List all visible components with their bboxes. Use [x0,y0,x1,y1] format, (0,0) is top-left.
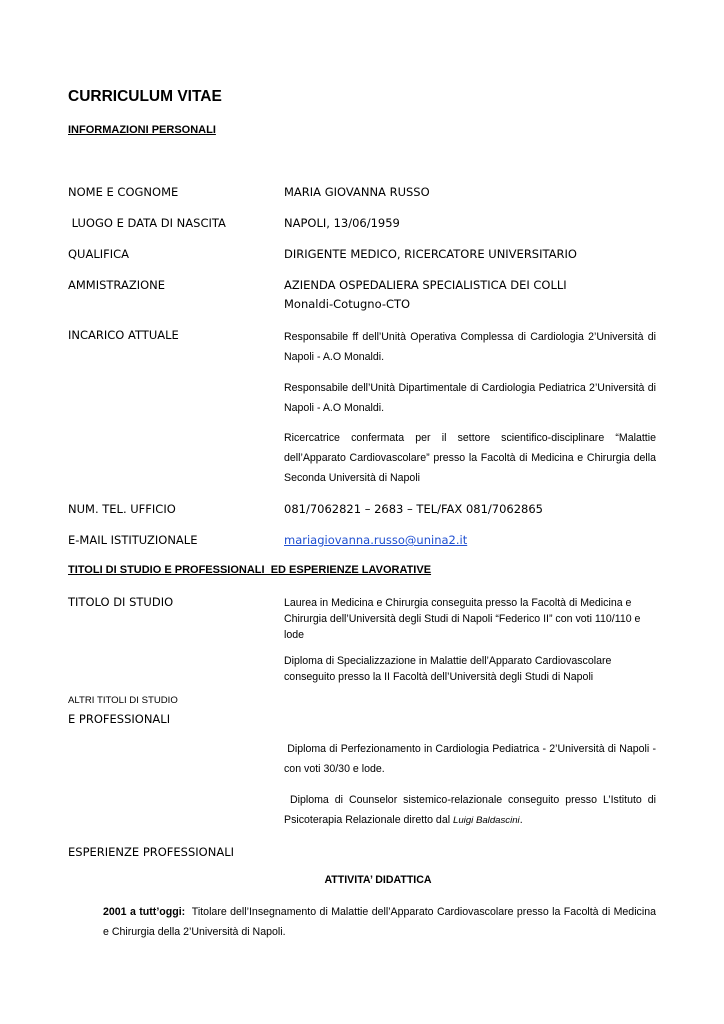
label-altri-titoli: ALTRI TITOLI DI STUDIO [68,695,178,706]
counselor-text: Diploma di Counselor sistemico-relazionale conseguito presso L’Istituto di Psicoterapia Relazionale diretto dal [284,794,659,826]
didattica-year: 2001 a tutt’oggi: [103,906,186,918]
counselor-name: Luigi Baldascini [453,815,520,826]
didattica-heading: ATTIVITA’ DIDATTICA [324,874,432,886]
value-qualifica: DIRIGENTE MEDICO, RICERCATORE UNIVERSITARIO [284,247,577,261]
didattica-paragraph [103,902,659,942]
value-tel: 081/7062821 – 2683 – TEL/FAX 081/7062865 [284,502,544,516]
perfezionamento-paragraph: Diploma di Perfezionamento in Cardiologia Pediatrica - 2’Università di Napoli - con voti 30/30 e lode. [284,743,659,775]
value-name: MARIA GIOVANNA RUSSO [284,185,430,199]
incarico-paragraph-3: Ricercatrice confermata per il settore scientifico-disciplinare “Malattie dell’Apparato Cardiovascolare” presso la Facoltà di Medicina e Chirurgia della Seconda Università di Napoli [284,432,656,484]
label-qualifica: QUALIFICA [68,247,130,261]
label-amministrazione: AMMISTRAZIONE [68,278,166,292]
counselor-paragraph [284,790,659,831]
specializzazione-paragraph: Diploma di Specializzazione in Malattie dell’Apparato Cardiovascolare conseguito presso la II Facoltà dell’Università degli Studi di Napoli [284,655,612,683]
value-birth: NAPOLI, 13/06/1959 [284,216,400,230]
email-link[interactable]: mariagiovanna.russo@unina2.it [284,533,468,547]
label-titolo-studio: TITOLO DI STUDIO [68,595,174,609]
label-esperienze: ESPERIENZE PROFESSIONALI [68,845,234,859]
incarico-paragraph-1: Responsabile ff dell’Unità Operativa Complessa di Cardiologia 2’Università di Napoli - A.O Monaldi. [284,331,656,363]
label-professionali: E PROFESSIONALI [68,712,171,726]
document-title: CURRICULUM VITAE [68,88,222,105]
label-birth: LUOGO E DATA DI NASCITA [68,216,226,230]
didattica-text: Titolare dell’Insegnamento di Malattie dell’Apparato Cardiovascolare presso la Facoltà di Medicina e Chirurgia della 2’Università di Napoli. [103,906,659,938]
section-personal-info: INFORMAZIONI PERSONALI [68,124,216,136]
label-email: E-MAIL ISTITUZIONALE [68,533,198,547]
label-name: NOME E COGNOME [68,185,179,199]
section-titles: TITOLI DI STUDIO E PROFESSIONALI ED ESPERIENZE LAVORATIVE [68,564,432,576]
value-amministrazione-1: AZIENDA OSPEDALIERA SPECIALISTICA DEI COLLI [284,278,567,292]
label-tel: NUM. TEL. UFFICIO [68,502,176,516]
value-amministrazione-2: Monaldi-Cotugno-CTO [284,297,411,311]
incarico-paragraph-2: Responsabile dell’Unità Dipartimentale di Cardiologia Pediatrica 2’Università di Napoli - A.O Monaldi. [284,382,656,414]
counselor-end: . [519,814,523,826]
laurea-paragraph: Laurea in Medicina e Chirurgia conseguita presso la Facoltà di Medicina e Chirurgia dell’Università degli Studi di Napoli “Federico II” con voti 110/110 e lode [284,597,641,641]
label-incarico: INCARICO ATTUALE [68,328,179,342]
